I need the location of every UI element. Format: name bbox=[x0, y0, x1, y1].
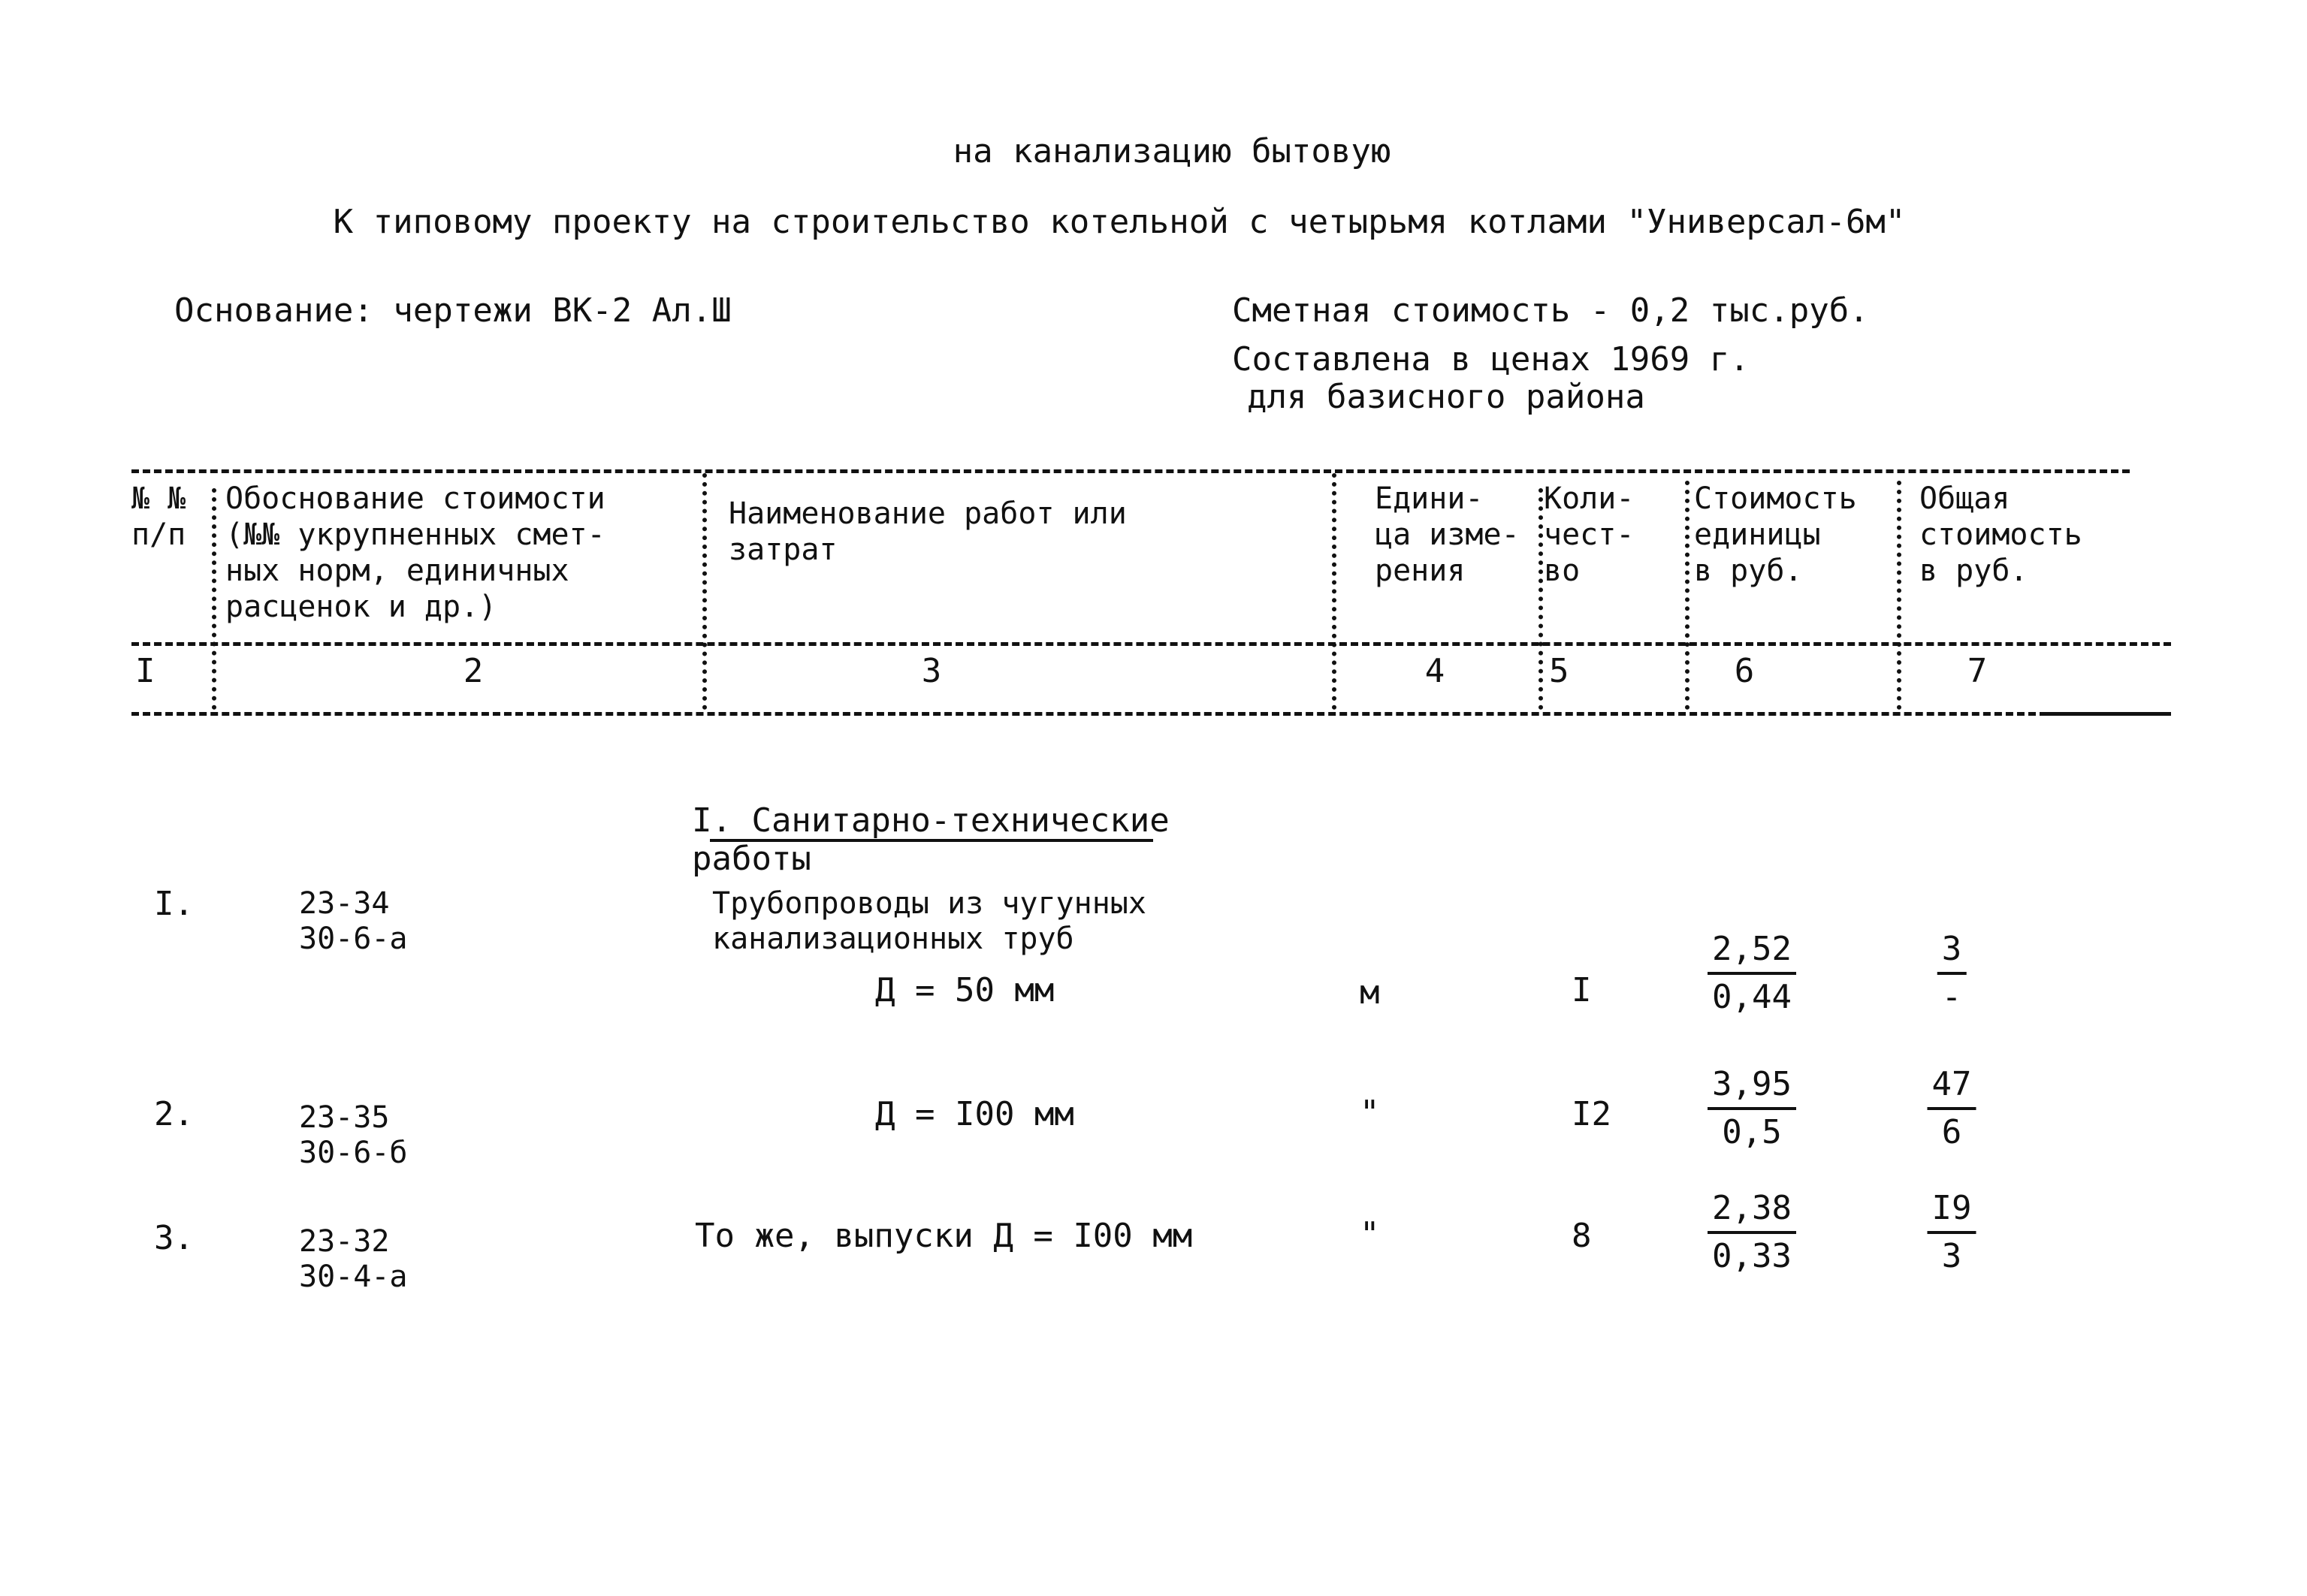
row-1-unit-cost-bottom: 0,44 bbox=[1712, 978, 1792, 1017]
row-1-subname: Д = 50 мм bbox=[875, 971, 1055, 1009]
estimate-cost: Сметная стоимость - 0,2 тыс.руб. bbox=[1232, 291, 1869, 330]
row-1-quantity: I bbox=[1572, 971, 1592, 1009]
row-3-unit: " bbox=[1360, 1215, 1380, 1254]
row-3-unit-cost-top: 2,38 bbox=[1708, 1190, 1796, 1234]
colnum-4: 4 bbox=[1424, 652, 1445, 690]
table-colnum-rule bbox=[131, 712, 2036, 716]
colnum-5: 5 bbox=[1549, 652, 1569, 690]
row-3-unit-cost-bottom: 0,33 bbox=[1712, 1237, 1792, 1276]
header-basis: Обоснование стоимости (№№ укрупненных смет- ных норм, единичных расценок и др.) bbox=[225, 481, 605, 624]
row-3-name: То же, выпуски Д = I00 мм bbox=[695, 1217, 1193, 1255]
row-1-number: I. bbox=[154, 885, 194, 923]
col-sep-1 bbox=[212, 488, 216, 710]
row-1-basis: 23-34 30-6-а bbox=[299, 886, 408, 957]
estimate-region: для базисного района bbox=[1247, 378, 1645, 416]
row-3-basis: 23-32 30-4-а bbox=[299, 1224, 408, 1295]
row-2-subname: Д = I00 мм bbox=[875, 1095, 1074, 1133]
table-header-rule bbox=[131, 642, 2171, 646]
row-2-quantity: I2 bbox=[1572, 1095, 1611, 1133]
basis-text: Основание: чертежи ВК-2 Ал.Ш bbox=[174, 291, 732, 330]
document-title: на канализацию бытовую bbox=[953, 132, 1391, 170]
row-3-number: 3. bbox=[154, 1219, 194, 1257]
row-1-unit: м bbox=[1360, 973, 1380, 1012]
row-2-unit-cost bbox=[1708, 1067, 1796, 1151]
col-sep-4 bbox=[1539, 488, 1543, 710]
colnum-6: 6 bbox=[1734, 652, 1755, 690]
row-1-unit-cost-top: 2,52 bbox=[1708, 931, 1796, 975]
section-title-text: I. Санитарно-технические работы bbox=[691, 801, 1170, 878]
row-2-number: 2. bbox=[154, 1095, 194, 1133]
row-3-unit-cost bbox=[1708, 1190, 1796, 1275]
header-unit: Едини- ца изме- рения bbox=[1375, 481, 1520, 588]
row-2-total bbox=[1928, 1067, 1976, 1151]
header-unit-cost: Стоимость единицы в руб. bbox=[1694, 481, 1857, 588]
row-3-total bbox=[1928, 1190, 1976, 1275]
row-1-unit-cost bbox=[1708, 931, 1796, 1016]
table-top-rule bbox=[131, 469, 2130, 473]
row-3-total-bottom: 3 bbox=[1941, 1237, 1962, 1276]
colnum-3: 3 bbox=[921, 652, 942, 690]
row-2-total-top: 47 bbox=[1928, 1067, 1976, 1110]
col-sep-6 bbox=[1897, 481, 1901, 710]
row-3-quantity: 8 bbox=[1572, 1217, 1592, 1255]
row-1-name: Трубопроводы из чугунных канализационных труб bbox=[712, 886, 1146, 957]
row-2-unit-cost-top: 3,95 bbox=[1708, 1067, 1796, 1110]
header-number: № № п/п bbox=[131, 481, 186, 552]
col-sep-5 bbox=[1685, 481, 1689, 710]
estimate-prices: Составлена в ценах 1969 г. bbox=[1232, 340, 1750, 379]
table-colnum-rule-end bbox=[2040, 712, 2171, 716]
colnum-1: I bbox=[135, 652, 156, 690]
row-1-total bbox=[1937, 931, 1967, 1016]
row-2-basis: 23-35 30-6-б bbox=[299, 1100, 408, 1171]
section-title bbox=[652, 766, 1173, 879]
row-3-total-top: I9 bbox=[1928, 1190, 1976, 1234]
document-subtitle: К типовому проекту на строительство котельной с четырьмя котлами "Универсал-6м" bbox=[333, 203, 1906, 241]
header-work-name: Наименование работ или затрат bbox=[729, 496, 1127, 567]
col-sep-2 bbox=[702, 473, 707, 710]
section-title-underline bbox=[710, 839, 1153, 842]
row-2-unit: " bbox=[1360, 1094, 1380, 1132]
header-quantity: Коли- чест- во bbox=[1544, 481, 1635, 588]
row-2-unit-cost-bottom: 0,5 bbox=[1722, 1113, 1782, 1152]
row-1-total-bottom: - bbox=[1941, 978, 1962, 1017]
header-total-cost: Общая стоимость в руб. bbox=[1919, 481, 2082, 588]
row-1-total-top: 3 bbox=[1937, 931, 1967, 975]
row-2-total-bottom: 6 bbox=[1941, 1113, 1962, 1152]
col-sep-3 bbox=[1332, 473, 1336, 710]
colnum-2: 2 bbox=[463, 652, 484, 690]
colnum-7: 7 bbox=[1967, 652, 1988, 690]
